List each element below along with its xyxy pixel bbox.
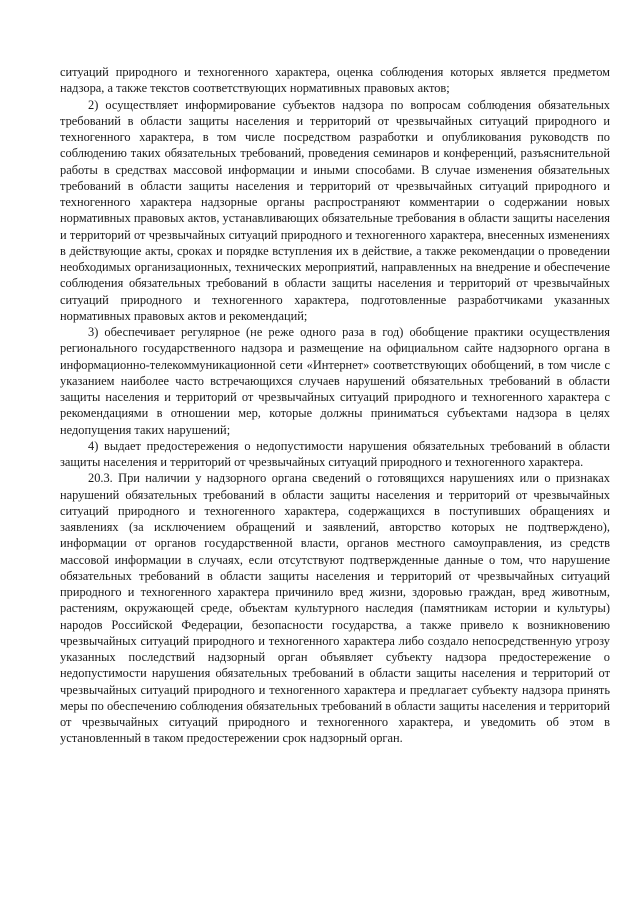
paragraph-continuation: ситуаций природного и техногенного характера, оценка соблюдения которых является предметом надзора, а также текстов соответствующих нормативных правовых актов; bbox=[60, 65, 610, 96]
paragraph-section-20-3: 20.3. При наличии у надзорного органа сведений о готовящихся нарушениях или о признаках нарушений обязательных требований в области защиты населения и территорий от чрезвычайных ситуаций природного и техногенного характера, содержащихся в поступивших обращениях и заявлениях (за исключением обращений и заявлений, авторство которых не подтверждено), информации от органов государственной власти, органов местного самоуправления, из средств массовой информации в случаях, если отсутствуют подтвержденные данные о том, что нарушение обязательных требований в области защиты населения и территорий от чрезвычайных ситуаций природного и техногенного характера причинило вред жизни, здоровью граждан, вред животным, растениям, окружающей среде, объектам культурного наследия (памятникам истории и культуры) народов Российской Федерации, безопасности государства, а также привело к возникновению чрезвычайных ситуаций природного и техногенного характера либо создало непосредственную угрозу указанных последствий надзорный орган объявляет субъекту надзора предостережение о недопустимости нарушения обязательных требований в области защиты населения и территорий от чрезвычайных ситуаций природного и техногенного характера и предлагает субъекту надзора принять меры по обеспечению соблюдения обязательных требований в области защиты населения и территорий от чрезвычайных ситуаций природного и техногенного характера, и уведомить об этом в установленный в таком предостережении срок надзорный орган. bbox=[60, 471, 610, 746]
document-page bbox=[60, 64, 610, 747]
paragraph-item-3: 3) обеспечивает регулярное (не реже одного раза в год) обобщение практики осуществления регионального государственного надзора и размещение на официальном сайте надзорного органа в информационно-телекоммуникационной сети «Интернет» соответствующих обобщений, в том числе с указанием наиболее часто встречающихся случаев нарушений обязательных требований в области защиты населения и территорий от чрезвычайных ситуаций природного и техногенного характера с рекомендациями в отношении мер, которые должны приниматься субъектами надзора в целях недопущения таких нарушений; bbox=[60, 325, 610, 437]
paragraph-item-2: 2) осуществляет информирование субъектов надзора по вопросам соблюдения обязательных требований в области защиты населения и территорий от чрезвычайных ситуаций природного и техногенного характера, в том числе посредством разработки и опубликования руководств по соблюдению таких обязательных требований, проведения семинаров и конференций, разъяснительной работы в средствах массовой информации и иными способами. В случае изменения обязательных требований в области защиты населения и территорий от чрезвычайных ситуаций природного и техногенного характера надзорные органы распространяют комментарии о содержании новых нормативных правовых актов, устанавливающих обязательные требования в области защиты населения и территорий от чрезвычайных ситуаций природного и техногенного характера, внесенных изменениях в действующие акты, сроках и порядке вступления их в действие, а также рекомендации о проведении необходимых организационных, технических мероприятий, направленных на внедрение и обеспечение соблюдения обязательных требований в области защиты населения и территорий от чрезвычайных ситуаций природного и техногенного характера, подготовленные разработчиками указанных нормативных правовых актов и рекомендаций; bbox=[60, 97, 610, 323]
paragraph-item-4: 4) выдает предостережения о недопустимости нарушения обязательных требований в области защиты населения и территорий от чрезвычайных ситуаций природного и техногенного характера. bbox=[60, 438, 610, 469]
